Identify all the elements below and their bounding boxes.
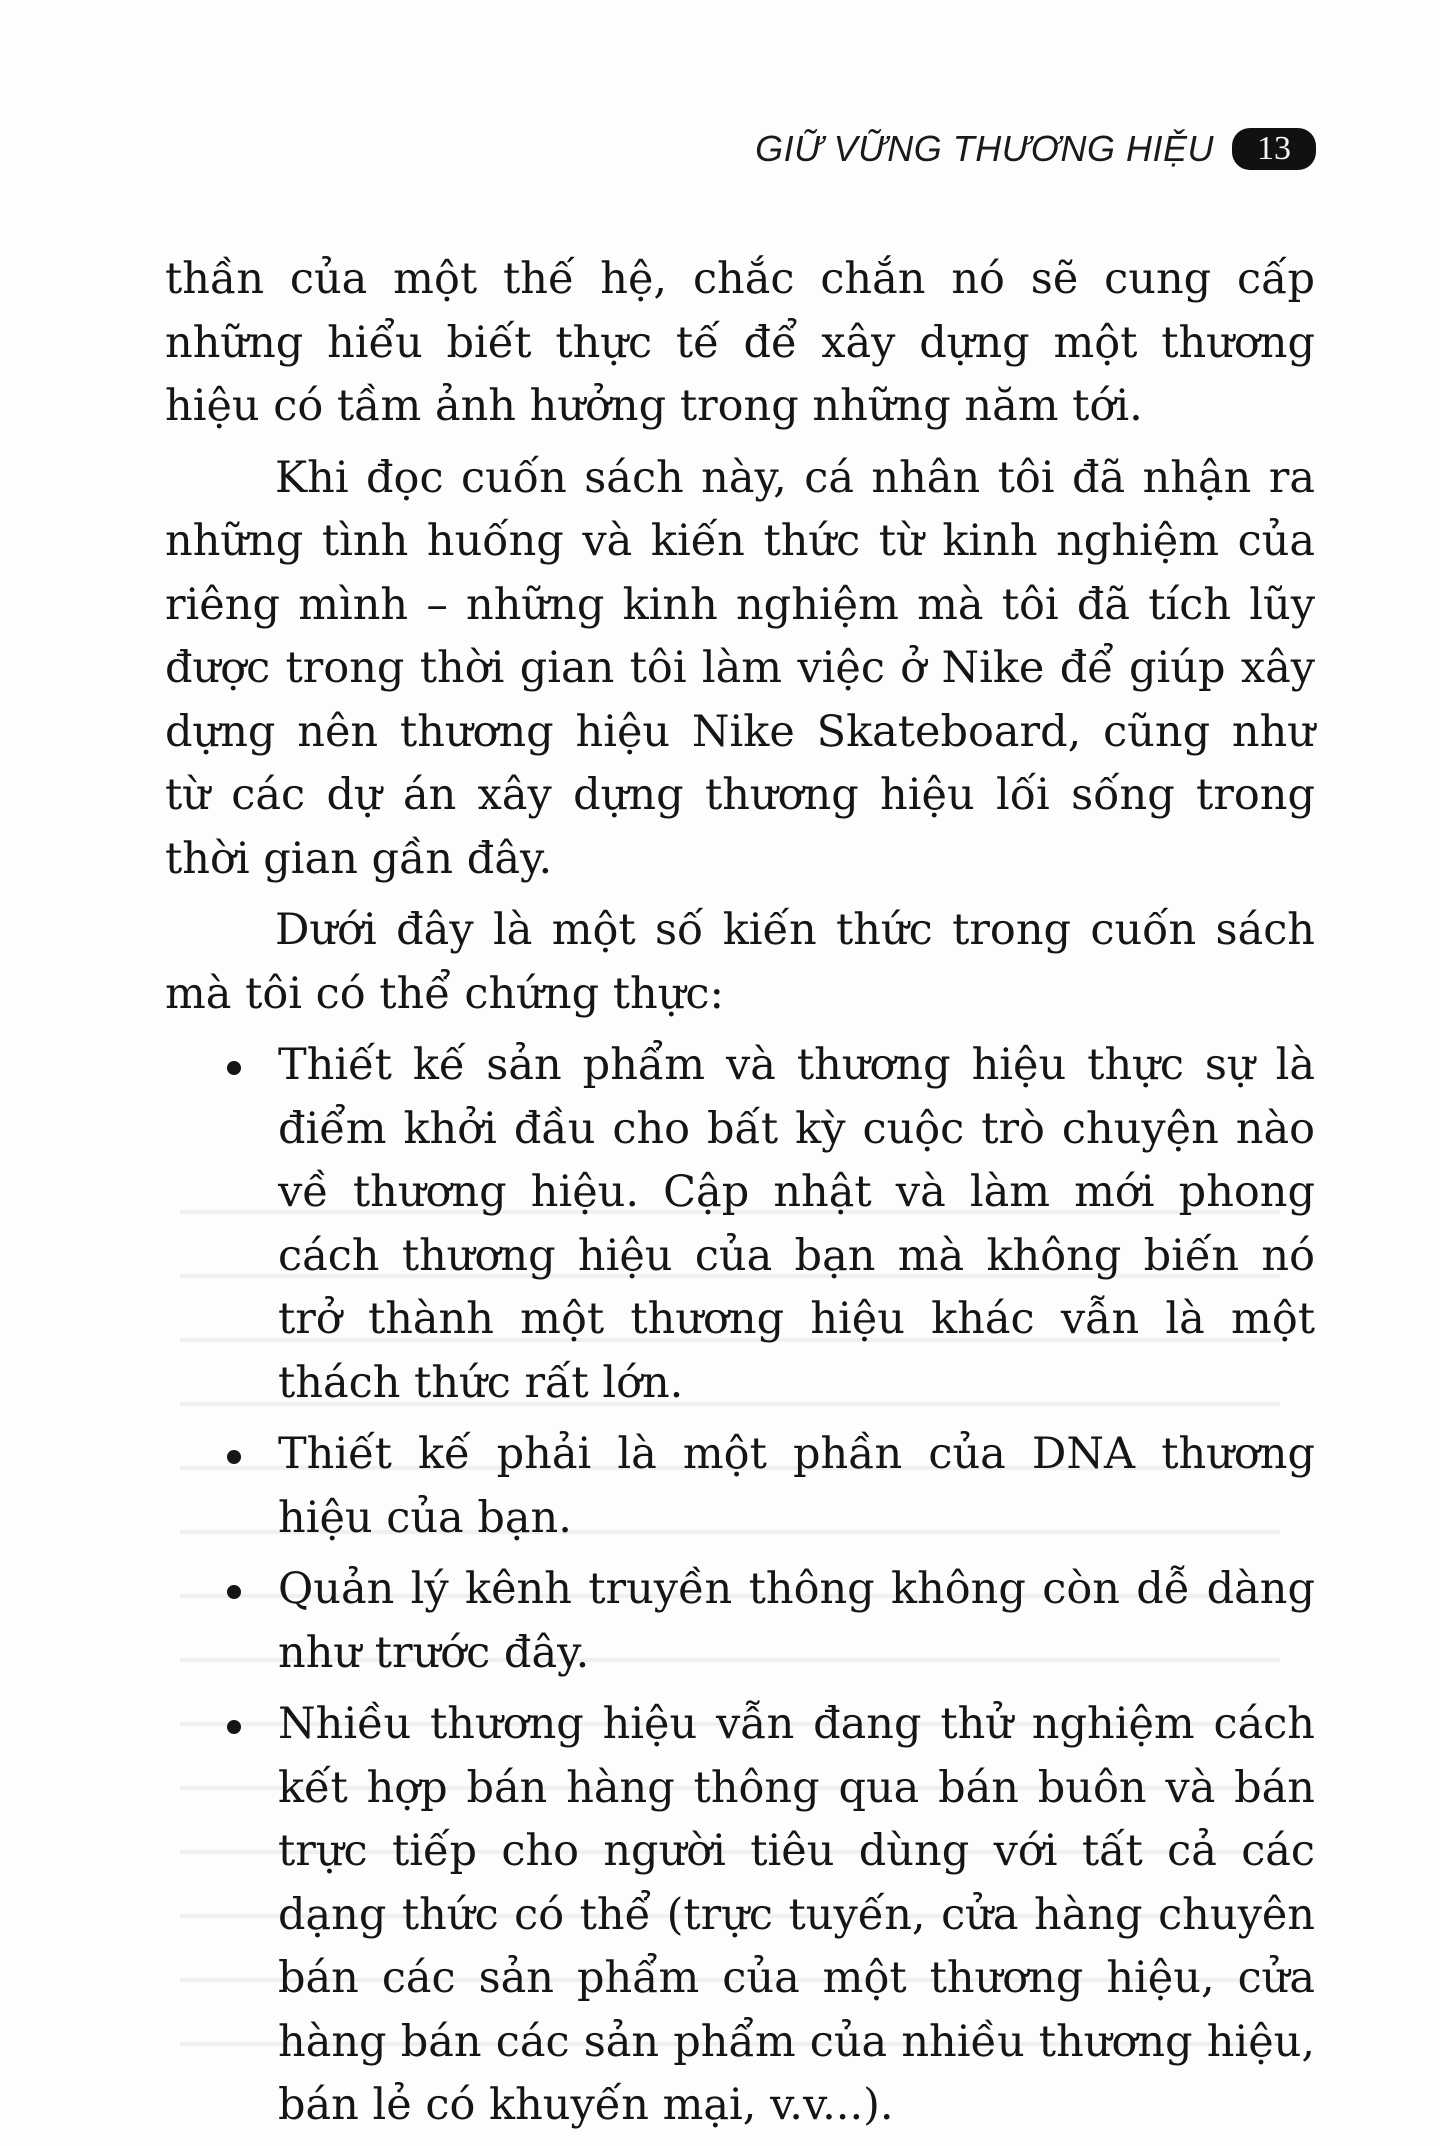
bullet-icon	[227, 1585, 241, 1599]
chapter-title: GIỮ VỮNG THƯƠNG HIỆU	[755, 128, 1214, 169]
list-item	[165, 1558, 1315, 1685]
list-item-text: Nhiều thương hiệu vẫn đang thử nghiệm cách kết hợp bán hàng thông qua bán buôn và bán trực tiếp cho người tiêu dùng với tất cả các dạng thức có thể (trực tuyến, cửa hàng chuyên bán các sản phẩm của một thương hiệu, cửa hàng bán các sản phẩm của nhiều thương hiệu, bán lẻ có khuyến mại, v.v...).	[278, 1699, 1315, 2130]
list-item-text: Quản lý kênh truyền thông không còn dễ dàng như trước đây.	[278, 1564, 1315, 1678]
bullet-icon	[227, 1450, 241, 1464]
running-header	[755, 128, 1316, 170]
list-item	[165, 1693, 1315, 2138]
list-item-text: Thiết kế phải là một phần của DNA thương hiệu của bạn.	[278, 1429, 1315, 1543]
bullet-icon	[227, 1720, 241, 1734]
paragraph-list-intro: Dưới đây là một số kiến thức trong cuốn sách mà tôi có thể chứng thực:	[165, 905, 1315, 1019]
paragraph-continued: thần của một thế hệ, chắc chắn nó sẽ cung cấp những hiểu biết thực tế để xây dựng một thương hiệu có tầm ảnh hưởng trong những năm tới.	[165, 254, 1315, 431]
list-item	[165, 1034, 1315, 1415]
body-text	[165, 248, 1315, 2146]
list-item	[165, 1423, 1315, 1550]
insight-list	[165, 1034, 1315, 2138]
list-item-text: Thiết kế sản phẩm và thương hiệu thực sự là điểm khởi đầu cho bất kỳ cuộc trò chuyện nào về thương hiệu. Cập nhật và làm mới phong cách thương hiệu của bạn mà không biến nó trở thành một thương hiệu khác vẫn là một thách thức rất lớn.	[278, 1040, 1315, 1408]
bullet-icon	[227, 1061, 241, 1075]
paragraph-nike-experience: Khi đọc cuốn sách này, cá nhân tôi đã nhận ra những tình huống và kiến thức từ kinh nghiệm của riêng mình – những kinh nghiệm mà tôi đã tích lũy được trong thời gian tôi làm việc ở Nike để giúp xây dựng nên thương hiệu Nike Skateboard, cũng như từ các dự án xây dựng thương hiệu lối sống trong thời gian gần đây.	[165, 452, 1315, 884]
page-number-badge: 13	[1232, 128, 1316, 170]
